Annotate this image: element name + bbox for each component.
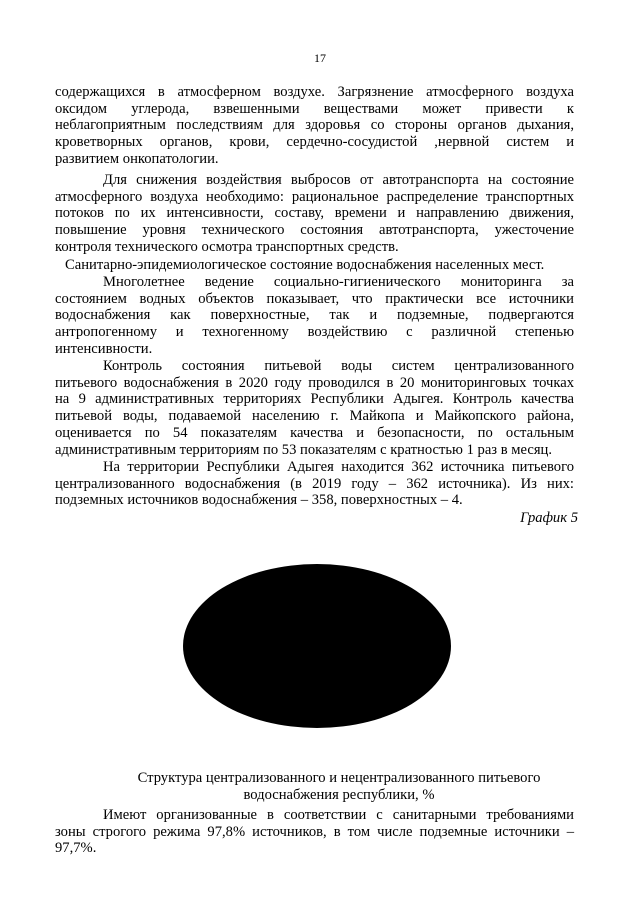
text-line: водоснабжения как поверхностные, так и подземные, подвергаются — [55, 307, 574, 324]
paragraph-water-control — [55, 358, 574, 458]
text-line: оценивается по 54 показателям качества и безопасности, по остальным — [55, 424, 574, 441]
text-line: содержащихся в атмосферном воздухе. Загрязнение атмосферного воздуха — [55, 84, 574, 100]
text-line: оксидом углерода, взвешенными веществами может привести к — [55, 100, 574, 117]
caption-line: водоснабжения республики, % — [243, 786, 435, 803]
section-heading-water-supply — [65, 257, 574, 274]
text-line: состоянием водных объектов показывает, что практически все источники — [55, 290, 574, 307]
text-line: Многолетнее ведение социально-гигиенического мониторинга за — [103, 274, 574, 290]
text-line: питьевой воды, подаваемой населению г. Майкопа и Майкопского района, — [55, 408, 574, 425]
text-line: антропогенному и техногенному воздействию с различной степенью — [55, 324, 574, 341]
page-number: 17 — [314, 51, 326, 65]
text-line: контроля технического осмотра транспортных средств. — [55, 238, 399, 255]
text-line: неблагоприятным последствиям для здоровья со стороны органов дыхания, — [55, 117, 574, 134]
paragraph-protection-zones — [55, 807, 574, 857]
text-line: административным территориям по 53 показателям с кратностью 1 раз в месяц. — [55, 441, 552, 458]
chart-label: График 5 — [520, 510, 578, 526]
text-line: атмосферного воздуха необходимо: рациональное распределение транспортных — [55, 188, 574, 205]
caption-line: Структура централизованного и нецентрализованного питьевого — [137, 770, 541, 786]
text-line: На территории Республики Адыгея находится 362 источника питьевого — [103, 459, 574, 475]
text-line: интенсивности. — [55, 340, 153, 357]
text-line: кроветворных органов, крови, сердечно-сосудистой ,нервной систем и — [55, 134, 574, 151]
paragraph-sources — [55, 459, 574, 509]
text-line: Для снижения воздействия выбросов от автотранспорта на состояние — [103, 172, 574, 188]
chart-caption — [100, 770, 578, 803]
text-line: потоков по их интенсивности, составу, времени и направлению движения, — [55, 205, 574, 222]
text-line: централизованного водоснабжения (в 2019 году – 362 источника). Из них: — [55, 475, 574, 492]
text-line: Контроль состояния питьевой воды систем централизованного — [103, 358, 574, 374]
text-line: на 9 административных территориях Республики Адыгея. Контроль качества — [55, 391, 574, 408]
text-line: Санитарно-эпидемиологическое состояние водоснабжения населенных мест. — [65, 257, 545, 273]
pie-chart-body — [183, 564, 451, 728]
text-line: подземных источников водоснабжения – 358, поверхностных – 4. — [55, 492, 463, 509]
paragraph-monitoring — [55, 274, 574, 358]
text-line: 97,7%. — [55, 840, 97, 857]
text-line: развитием онкопатологии. — [55, 150, 219, 167]
pie-chart — [0, 560, 640, 730]
text-line: питьевого водоснабжения в 2020 году проводился в 20 мониторинговых точках — [55, 374, 574, 391]
paragraph-air-pollution — [55, 84, 574, 168]
text-line: Имеют организованные в соответствии с санитарными требованиями — [103, 807, 574, 823]
text-line: повышение уровня технического состояния автотранспорта, ужесточение — [55, 222, 574, 239]
text-line: зоны строгого режима 97,8% источников, в том числе подземные источники – — [55, 823, 574, 840]
paragraph-emission-reduction — [55, 172, 574, 256]
